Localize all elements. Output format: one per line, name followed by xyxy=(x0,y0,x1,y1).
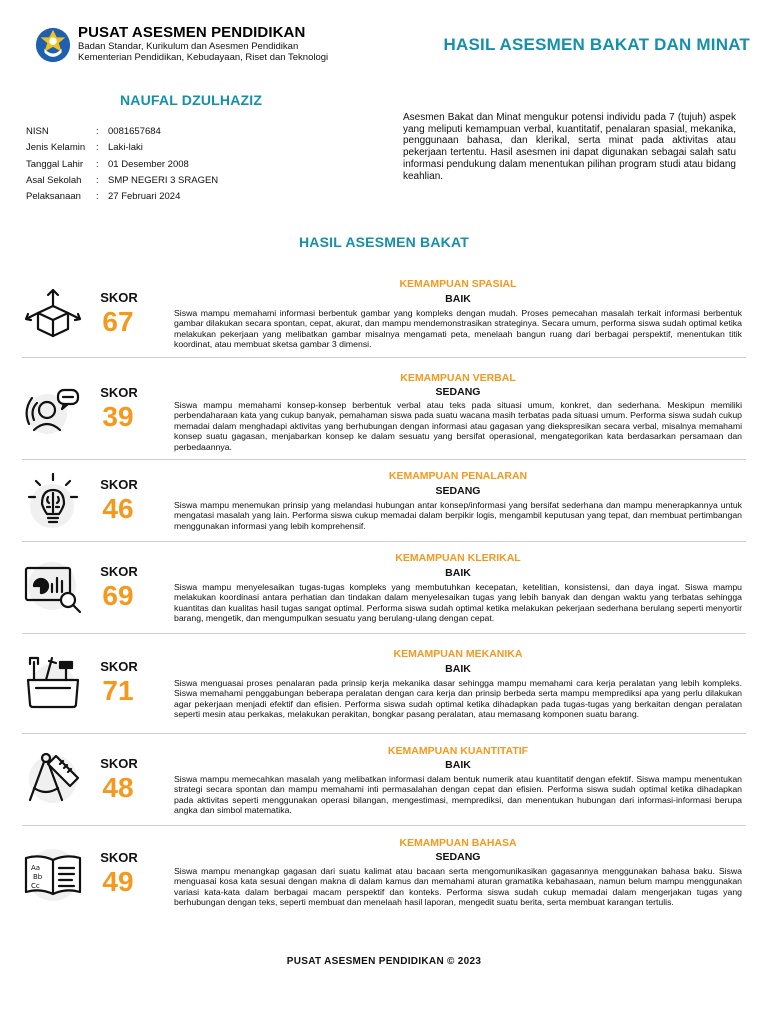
page-header xyxy=(30,24,750,68)
intro-paragraph: Asesmen Bakat dan Minat mengukur potensi individu pada 7 (tujuh) aspek yang meliputi kemampuan verbal, kuantitatif, penalaran spasial, mekanika, penggunaan bahasa, dan klerikal, serta minat pada aktivitas atau pekerjaan tertentu. Hasil asesmen ini dapat digunakan sebagai salah satu informasi pendukung dalam menentukan pilihan program studi atau bidang keahlian. xyxy=(403,112,736,182)
info-value: 0081657684 xyxy=(108,126,161,137)
level-label: BAIK xyxy=(445,293,471,305)
category-description: Siswa mampu menemukan prinsip yang melandasi hubungan antar konsep/informasi yang bersifat sederhana dan mampu menerapkannya untuk mengatasi masalah yang lain. Performa siswa cukup memadai dalam berpikir logis, mengambil keputusan yang tepat, dan membuat pertimbangan menggunakan informasi yang lebih komprehensif. xyxy=(174,500,742,531)
result-item-mekanika xyxy=(22,634,746,734)
score-value: 67 xyxy=(102,306,134,337)
info-row-nisn xyxy=(26,126,218,142)
result-item-penalaran xyxy=(22,460,746,542)
info-value: 01 Desember 2008 xyxy=(108,158,189,170)
score-label: SKOR xyxy=(100,850,138,865)
category-description: Siswa mampu menangkap gagasan dari suatu kalimat atau bacaan serta mengomunikasikan gagasannya menggunakan bahasa baku. Siswa menguasai kosa kata sesuai dengan makna di dalam kamus dan memahami aturan gramatika kebahasaan, namun belum mampu menggunakan variasi kata-kata dalam berbagai macam perspektif dan konteks. Performa siswa sudah cukup memadai dalam mengerjakan tugas yang berhubungan dengan teks, seperti membuat dan menelaah hasil laporan, mengedit suatu berita, serta membuat karangan tertulis. xyxy=(174,866,742,908)
organization-line-2: Kementerian Pendidikan, Kebudayaan, Riset dan Teknologi xyxy=(78,52,329,63)
info-label: Asal Sekolah xyxy=(26,174,82,186)
category-title: KEMAMPUAN VERBAL xyxy=(400,372,516,384)
score-value: 49 xyxy=(102,866,134,897)
level-label: SEDANG xyxy=(435,485,481,497)
info-separator: : xyxy=(96,191,99,203)
score-label: SKOR xyxy=(100,756,138,771)
result-item-bahasa xyxy=(22,826,746,926)
section-title: HASIL ASESMEN BAKAT xyxy=(299,234,469,250)
organization-block xyxy=(78,24,328,63)
toolbox-icon xyxy=(22,652,84,714)
student-name: NAUFAL DZULHAZIZ xyxy=(120,92,263,108)
student-info xyxy=(26,126,218,207)
speaking-person-icon xyxy=(22,380,84,442)
result-item-kuantitatif xyxy=(22,734,746,826)
score-label: SKOR xyxy=(100,659,138,674)
result-item-verbal xyxy=(22,358,746,460)
info-separator: : xyxy=(96,174,99,186)
results-list xyxy=(22,270,746,926)
info-value: SMP NEGERI 3 SRAGEN xyxy=(108,174,219,186)
info-separator: : xyxy=(96,126,99,137)
result-item-klerikal xyxy=(22,542,746,634)
score-value: 48 xyxy=(102,772,134,803)
organization-line-1: Badan Standar, Kurikulum dan Asesmen Pendidikan xyxy=(78,41,299,52)
tut-wuri-handayani-logo xyxy=(34,26,72,64)
info-separator: : xyxy=(96,142,99,154)
score-label: SKOR xyxy=(100,290,138,305)
svg-text:Bb: Bb xyxy=(33,873,43,881)
score-value: 39 xyxy=(102,401,134,432)
info-label: Tanggal Lahir xyxy=(26,158,84,170)
category-description: Siswa mampu memecahkan masalah yang melibatkan informasi dalam bentuk numerik atau kuantitatif dengan efektif. Siswa mampu menentukan strategi secara spontan dan mampu memahami inti permasalahan dengan cepat dan efisien. Performa siswa sudah optimal ketika dihadapkan pada aktivitas seperti menggunakan operasi bilangan, mengestimasi, memprediksi, dan menentukan hubungan dari informasi-informasi berupa angka dan simbol matematika. xyxy=(174,774,742,816)
level-label: BAIK xyxy=(445,759,471,771)
info-label: NISN xyxy=(26,126,49,137)
info-label: Pelaksanaan xyxy=(26,191,81,203)
info-row-date xyxy=(26,191,218,207)
category-description: Siswa mampu memahami konsep-konsep berbentuk verbal atau teks pada situasi umum, konkret, dan sederhana. Meskipun memiliki perbendaharaan kata yang cukup banyak, pemahaman siswa pada suatu wacana masih terbatas pada situasi umum. Performa siswa sudah cukup memadai dalam menghadapi aktivitas yang berhubungan dengan informasi atau gagasan yang diekspresikan secara verbal, misalnya memahami konsep suatu gagasan, menjabarkan konsep ke dalam sesuatu yang bersifat operasional, mengategorikan kata berdasarkan persamaan dan perbedaannya. xyxy=(174,400,742,452)
svg-text:Aa: Aa xyxy=(31,864,41,872)
score-value: 71 xyxy=(102,675,134,706)
level-label: SEDANG xyxy=(435,386,481,398)
score-value: 69 xyxy=(102,580,134,611)
cube-3d-icon xyxy=(22,282,84,344)
score-label: SKOR xyxy=(100,385,138,400)
info-value: Laki-laki xyxy=(108,142,143,154)
document-title: HASIL ASESMEN BAKAT DAN MINAT xyxy=(443,35,750,54)
open-book-icon xyxy=(22,844,84,906)
info-value: 27 Februari 2024 xyxy=(108,191,181,203)
info-label: Jenis Kelamin xyxy=(26,142,86,154)
info-row-school xyxy=(26,175,218,191)
info-row-gender xyxy=(26,142,218,158)
page-footer: PUSAT ASESMEN PENDIDIKAN © 2023 xyxy=(286,956,482,967)
result-item-spasial xyxy=(22,270,746,358)
level-label: SEDANG xyxy=(435,851,481,863)
chart-magnifier-icon xyxy=(22,556,84,618)
category-title: KEMAMPUAN MEKANIKA xyxy=(393,648,523,660)
info-row-birthdate xyxy=(26,159,218,175)
svg-text:Cc: Cc xyxy=(31,882,40,890)
score-label: SKOR xyxy=(100,564,138,579)
category-description: Siswa mampu menyelesaikan tugas-tugas kompleks yang membutuhkan kecepatan, ketelitian, konsistensi, dan daya ingat. Siswa mampu melakukan koordinasi antara perhatian dan tindakan dalam menyelesaikan tugas yang lebih banyak dan dengan waktu yang terbatas sehingga kuantitas dan kualitas hasil tugas sangat optimal. Performa siswa sudah optimal ketika melakukan pekerjaan sederhana berulang seperti menyortir barang, mengetik, dan mengumpulkan sesuatu yang berulang-ulang dengan cepat. xyxy=(174,582,742,624)
compass-ruler-icon xyxy=(22,748,84,810)
organization-name: PUSAT ASESMEN PENDIDIKAN xyxy=(78,24,306,41)
category-description: Siswa mampu memahami informasi berbentuk gambar yang kompleks dengan mudah. Proses pemecahan masalah terkait informasi berbentuk gambar dilakukan secara spontan, cepat, akurat, dan mampu mendemonstrasikan strateginya. Secara umum, performa siswa sudah optimal ketika melakukan pekerjaan yang melibatkan gambar misalnya mengamati peta, menelaah bangun ruang dari berbagai perspektif, menentukan titik koordinat, atau membuat sketsa gambar 3 dimensi. xyxy=(174,308,742,350)
category-title: KEMAMPUAN KUANTITATIF xyxy=(387,745,529,757)
category-description: Siswa menguasai proses penalaran pada prinsip kerja mekanika dasar sehingga mampu memahami cara kerja peralatan yang lebih kompleks. Siswa memahami penggabungan beberapa peralatan dengan cara kerja dan prinsip berbeda serta mampu memprediksi apa yang perlu dilakukan agar pekerjaan menjadi efektif dan efisien. Performa siswa sudah optimal ketika dihadapkan pada tugas-tugas yang berkaitan dengan peralatan seperti mesin atau perkakas, melakukan perakitan, bongkar pasang peralatan, atau memasang komponen suatu barang. xyxy=(174,678,742,720)
score-label: SKOR xyxy=(100,477,138,492)
level-label: BAIK xyxy=(445,663,471,675)
level-label: BAIK xyxy=(445,567,471,579)
info-separator: : xyxy=(96,158,99,170)
category-title: KEMAMPUAN SPASIAL xyxy=(399,278,517,290)
score-value: 46 xyxy=(102,493,134,524)
lightbulb-brain-icon xyxy=(22,470,84,532)
category-title: KEMAMPUAN BAHASA xyxy=(399,837,517,849)
category-title: KEMAMPUAN PENALARAN xyxy=(388,470,528,482)
category-title: KEMAMPUAN KLERIKAL xyxy=(395,552,521,564)
